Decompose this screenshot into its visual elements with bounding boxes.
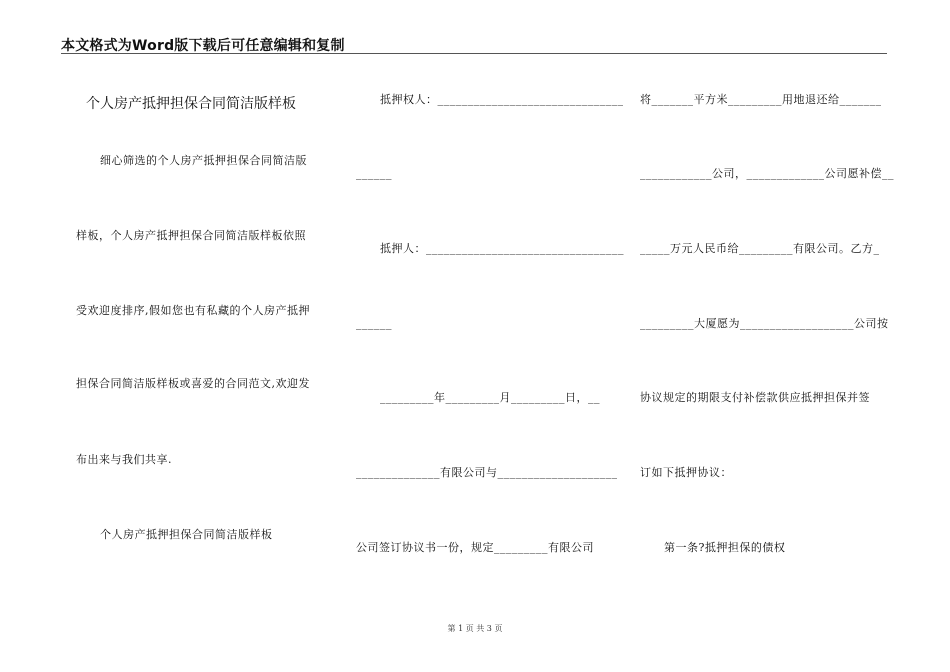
column1-line-1: 细心筛选的个人房产抵押担保合同简洁版 xyxy=(100,154,307,167)
column3-line-7: 第一条?抵押担保的债权 xyxy=(664,541,786,554)
header-title: 本文格式为Word版下载后可任意编辑和复制 xyxy=(61,38,345,54)
column2-line-5: _________年_________月_________日，__ xyxy=(380,391,600,404)
column2-line-7: 公司签订协议书一份，规定_________有限公司 xyxy=(356,541,594,554)
column1-line-6: 个人房产抵押担保合同简洁版样板 xyxy=(100,528,273,541)
column1-line-3: 受欢迎度排序,假如您也有私藏的个人房产抵押 xyxy=(76,304,310,317)
column3-line-3: _____万元人民币给_________有限公司。乙方_ xyxy=(640,242,880,255)
column2-line-4: ______ xyxy=(356,317,392,330)
column1-line-4: 担保合同简洁版样板或喜爱的合同范文,欢迎发 xyxy=(76,377,310,390)
document-title: 个人房产抵押担保合同简洁版样板 xyxy=(86,96,296,112)
column3-line-1: 将_______平方米_________用地退还给_______ xyxy=(640,93,882,106)
header-divider xyxy=(61,53,887,54)
column1-line-2: 样板，个人房产抵押担保合同简洁版样板依照 xyxy=(76,229,306,242)
column1-line-5: 布出来与我们共享. xyxy=(76,453,172,466)
column3-line-2: ____________公司，_____________公司愿补偿__ xyxy=(640,167,894,180)
page-indicator: 第 1 页 共 3 页 xyxy=(447,624,503,633)
column2-line-1: 抵押权人：_______________________________ xyxy=(380,93,624,106)
column3-line-5: 协议规定的期限支付补偿款供应抵押担保并签 xyxy=(640,391,870,404)
column3-line-4: _________大厦愿为___________________公司按 xyxy=(640,317,889,330)
column2-line-3: 抵押人：_________________________________ xyxy=(380,242,624,255)
column3-line-6: 订如下抵押协议： xyxy=(640,466,732,479)
column2-line-6: ______________有限公司与____________________ xyxy=(356,466,618,479)
column2-line-2: ______ xyxy=(356,167,392,180)
